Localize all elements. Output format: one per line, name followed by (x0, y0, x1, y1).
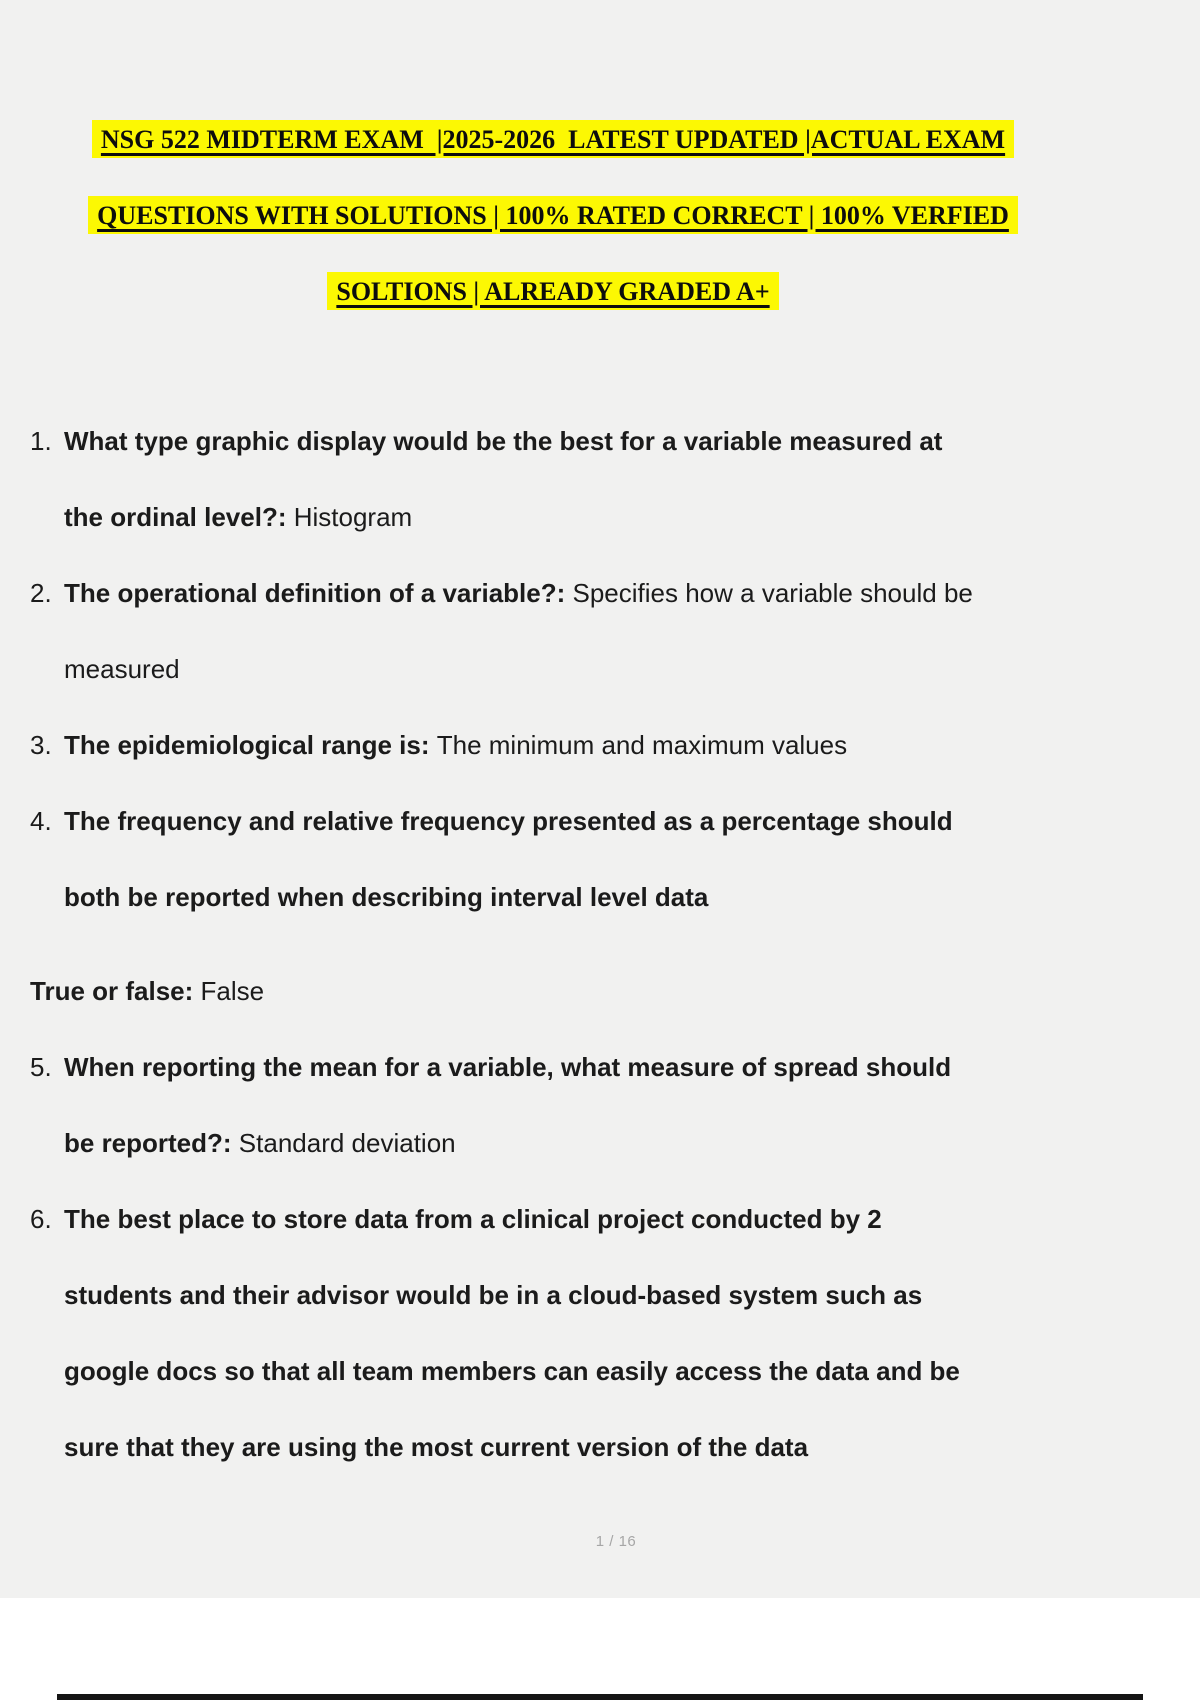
question-text: google docs so that all team members can easily access the data and be (64, 1356, 960, 1386)
question-number: 5. (30, 1052, 52, 1082)
question-line (30, 707, 1106, 783)
question-number: 3. (30, 730, 52, 760)
question-item (30, 1181, 1106, 1485)
question-line (64, 1257, 1106, 1333)
question-number: 4. (30, 806, 52, 836)
question-text: The frequency and relative frequency presented as a percentage should (64, 806, 953, 836)
question-item (30, 783, 1106, 935)
question-line (64, 1105, 1106, 1181)
document-title (0, 0, 1106, 330)
question-line (64, 1409, 1106, 1485)
question-item (30, 707, 1106, 783)
question-text: both be reported when describing interval level data (64, 882, 709, 912)
question-list (30, 403, 1106, 1485)
page-gap (0, 1598, 1200, 1700)
question-line (30, 403, 1106, 479)
question-item (30, 403, 1106, 555)
title-highlight: SOLTIONS | ALREADY GRADED A+ (327, 272, 778, 310)
question-text: The best place to store data from a clinical project conducted by 2 (64, 1204, 882, 1234)
title-line (0, 102, 1106, 178)
question-line (64, 479, 1106, 555)
question-text: The operational definition of a variable?: (64, 578, 573, 608)
answer-text: The minimum and maximum values (436, 730, 848, 760)
question-text: The epidemiological range is: (64, 730, 437, 760)
next-page-top-edge (57, 1694, 1143, 1700)
question-text: be reported?: (64, 1128, 239, 1158)
statement-label: True or false: (30, 976, 201, 1006)
title-line (0, 254, 1106, 330)
answer-text: Standard deviation (238, 1128, 456, 1158)
question-number: 6. (30, 1204, 52, 1234)
question-text: sure that they are using the most current version of the data (64, 1432, 809, 1462)
page-number-indicator: 1 / 16 (595, 1533, 637, 1550)
question-item (30, 1029, 1106, 1181)
question-line (30, 783, 1106, 859)
answer-text: measured (64, 654, 180, 684)
title-line (0, 178, 1106, 254)
statement-answer: False (200, 976, 265, 1006)
question-line (64, 859, 1106, 935)
question-text: When reporting the mean for a variable, what measure of spread should (64, 1052, 952, 1082)
question-number: 1. (30, 426, 52, 456)
title-highlight: QUESTIONS WITH SOLUTIONS | 100% RATED CORRECT | 100% VERFIED (88, 196, 1018, 234)
question-text: What type graphic display would be the best for a variable measured at (64, 426, 943, 456)
question-line (30, 1029, 1106, 1105)
question-line (30, 1181, 1106, 1257)
question-line (30, 555, 1106, 631)
true-false-statement (30, 953, 1106, 1029)
title-highlight: NSG 522 MIDTERM EXAM |2025-2026 LATEST UPDATED |ACTUAL EXAM (92, 120, 1014, 158)
question-text: students and their advisor would be in a cloud-based system such as (64, 1280, 923, 1310)
question-line (64, 1333, 1106, 1409)
answer-text: Specifies how a variable should be (572, 578, 973, 608)
question-item (30, 555, 1106, 707)
answer-text: Histogram (293, 502, 413, 532)
question-number: 2. (30, 578, 52, 608)
question-line (64, 631, 1106, 707)
question-text: the ordinal level?: (64, 502, 294, 532)
